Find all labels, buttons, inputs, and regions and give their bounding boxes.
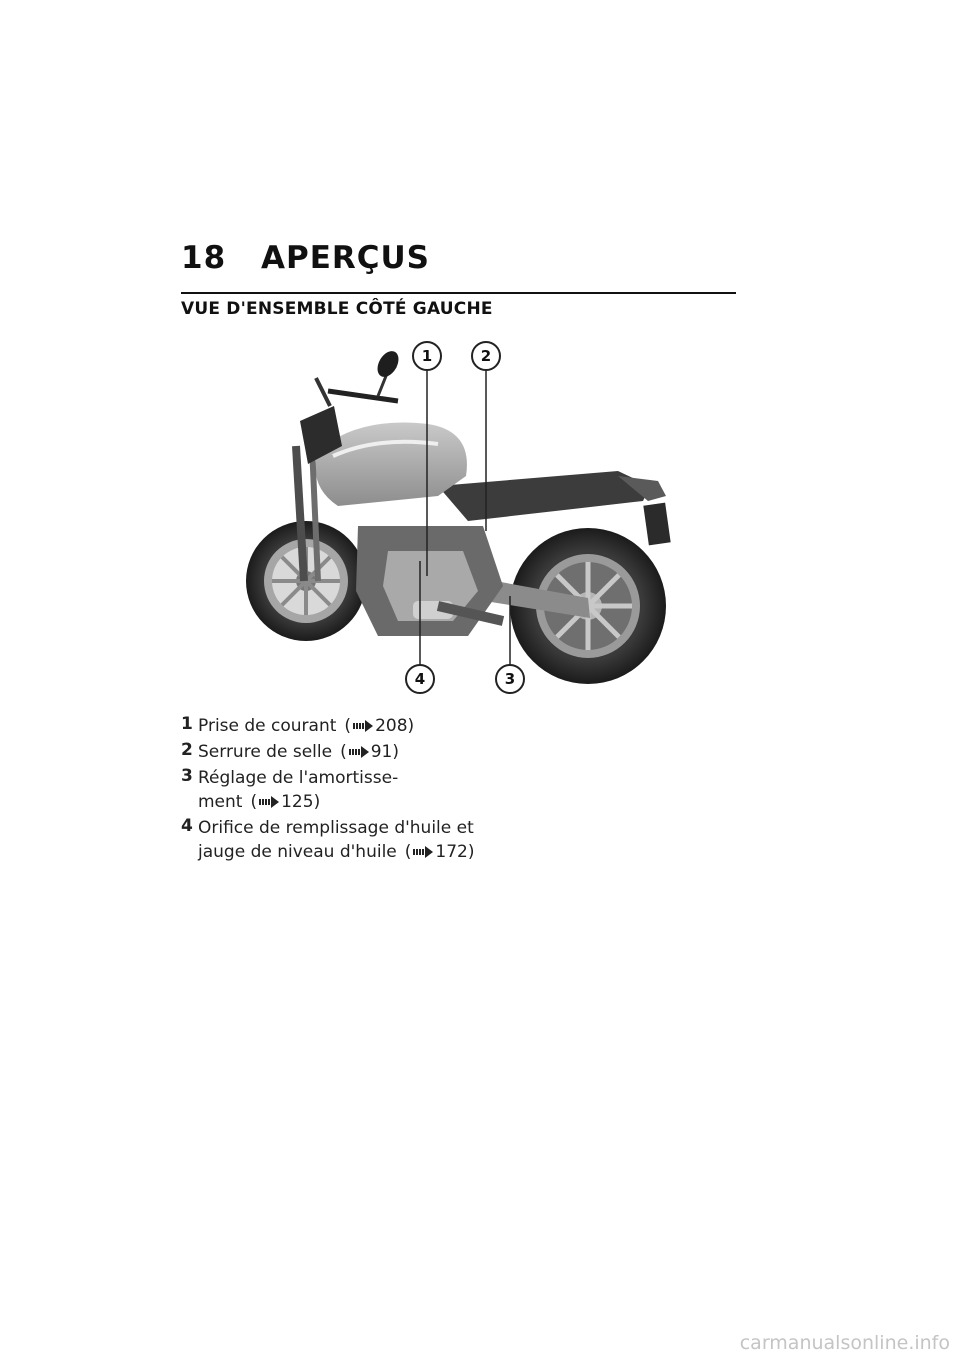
page-header	[181, 240, 736, 276]
callout-3	[496, 665, 524, 693]
callout-4	[406, 665, 434, 693]
legend-number: 3	[181, 766, 193, 786]
page-arrow-icon	[413, 846, 433, 858]
license-plate	[643, 503, 670, 546]
section-title: VUE D'ENSEMBLE CÔTÉ GAUCHE	[181, 299, 493, 319]
legend-item	[181, 766, 481, 814]
callout-1	[413, 342, 441, 370]
watermark: carmanualsonline.info	[739, 1332, 950, 1354]
legend-text: Orifice de remplissage d'huile et jauge de niveau d'huile	[198, 818, 474, 862]
legend-list	[181, 714, 481, 866]
svg-text:4: 4	[414, 670, 426, 688]
seat	[438, 471, 650, 521]
page-reference[interactable]: ( 125)	[250, 792, 321, 812]
legend-number: 2	[181, 740, 193, 760]
legend-item	[181, 740, 481, 764]
page-arrow-icon	[353, 720, 373, 732]
svg-text:2: 2	[480, 347, 492, 365]
page-reference[interactable]: ( 208)	[344, 716, 415, 736]
legend-item	[181, 816, 481, 864]
page-reference[interactable]: ( 91)	[340, 742, 399, 762]
header-rule	[181, 292, 736, 294]
legend-text: Prise de courant	[198, 716, 337, 736]
page-reference[interactable]: ( 172)	[404, 842, 475, 862]
page-number: 18	[181, 240, 227, 276]
mirror	[373, 347, 403, 380]
callout-2	[472, 342, 500, 370]
legend-text: Serrure de selle	[198, 742, 333, 762]
svg-text:1: 1	[421, 347, 433, 365]
legend-number: 1	[181, 714, 193, 734]
legend-text: Réglage de l'amortisse-ment	[198, 768, 399, 812]
motorcycle-drawing	[238, 336, 678, 698]
page-arrow-icon	[349, 746, 369, 758]
chapter-title: APERÇUS	[261, 240, 431, 276]
svg-text:3: 3	[504, 670, 516, 688]
legend-number: 4	[181, 816, 193, 836]
page-arrow-icon	[259, 796, 279, 808]
motorcycle-illustration	[238, 336, 678, 698]
legend-item	[181, 714, 481, 738]
